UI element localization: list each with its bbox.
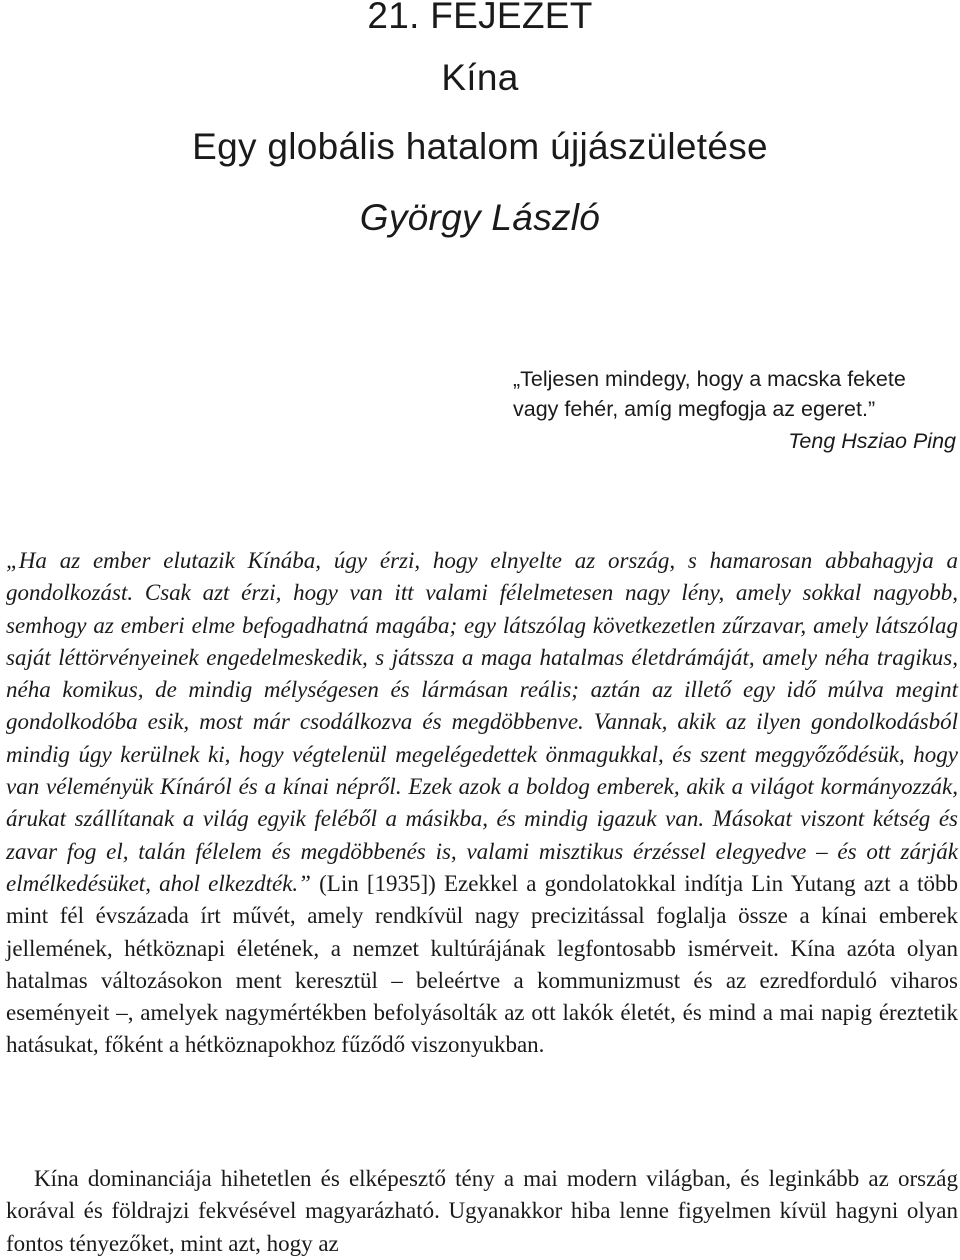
chapter-label: 21. FEJEZET — [367, 0, 593, 36]
author-name: György László — [359, 197, 601, 238]
epigraph-quote-line-1: „Teljesen mindegy, hogy a macska fekete — [513, 367, 906, 391]
epigraph-attribution: Teng Hsziao Ping — [788, 429, 956, 453]
chapter-subtitle: Egy globális hatalom újjászületése — [192, 126, 768, 167]
lin-yutang-quote: „Ha az ember elutazik Kínába, úgy érzi, hogy elnyelte az ország, s hamarosan abbahagyja a gondolkozást. Csak azt érzi, hogy van itt valami félelmetesen nagy lény, amely sokkal nagyobb, semhogy az emberi elme befogadhatná magába; egy látszólag következetlen zűrzavar, amely látszólag saját léttörvényeinek engedelmeskedik, s játssza a maga hatalmas életdrámáját, amely néha tragikus, néha komikus, de mindig mélységesen és lármásan reális; aztán az illető egy idő múlva megint gondolkodóba esik, most már csodálkozva és megdöbbenve. Vannak, akik az ilyen gondolkodásból mindig úgy kerülnek ki, hogy végtelenül megelégedettek önmagukkal, és szent meggyőződésük, hogy van véleményük Kínáról és a kínai népről. Ezek azok a boldog emberek, akik a világot kormányozzák, árukat szállítanak a világ egyik feléből a másikba, és mindig igazuk van. Másokat viszont kétség és zavar fog el, talán félelem és megdöbbenés is, valami misztikus érzéssel elegyedve – és ott zárják elmélkedésüket, ahol elkezdték.” — [6, 548, 958, 896]
epigraph-quote-line-2: vagy fehér, amíg megfogja az egeret.” — [513, 397, 876, 421]
chapter-title: Kína — [441, 57, 519, 98]
paragraph-1-continuation: (Lin [1935]) Ezekkel a gondolatokkal indítja Lin Yutang azt a több mint fél évszázada írt művét, amely rendkívül nagy precizitással foglalja össze a kínai emberek jellemének, hétköznapi életének, a nemzet kultúrájának legfontosabb ismérveit. Kína azóta olyan hatalmas változásokon ment keresztül – beleértve a kommunizmust és az ezredforduló viharos eseményeit –, amelyek nagymértékben befolyásolták az ott lakók életét, és mind a mai napig éreztetik hatásukat, főként a hétköznapokhoz fűződő viszonyukban. — [6, 870, 958, 1058]
body-paragraph-2: Kína dominanciája hihetetlen és elképesztő tény a mai modern világban, és leginkább az ország korával és földrajzi fekvésével magyarázható. Ugyanakkor hiba lenne figyelmen kívül hagyni olyan fontos tényezőket, mint azt, hogy az — [6, 1166, 958, 1256]
body-paragraph-1 — [6, 545, 958, 1062]
